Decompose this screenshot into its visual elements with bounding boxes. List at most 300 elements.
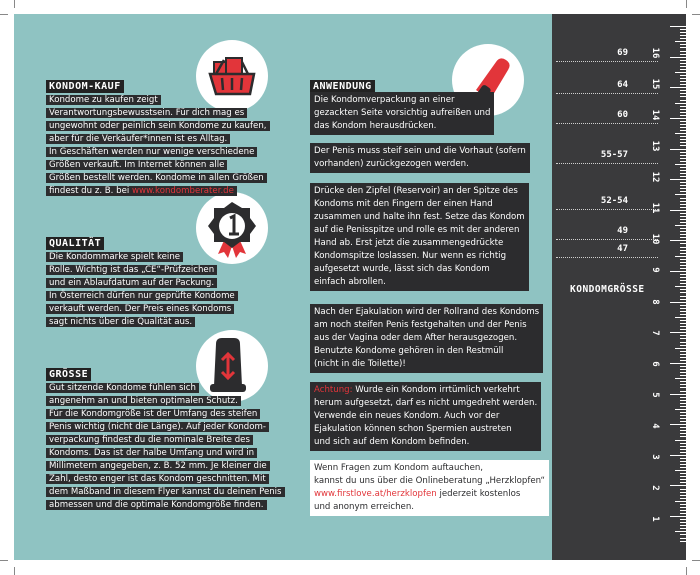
crop-mark xyxy=(0,560,8,561)
groesse-line-text: Für die Kondomgröße ist der Umfang des steifen xyxy=(46,409,260,419)
ruler-tick xyxy=(680,464,686,465)
groesse-line xyxy=(46,447,286,460)
size-label: 49 xyxy=(617,226,628,236)
groesse-line xyxy=(46,408,286,421)
ruler-tick xyxy=(680,262,686,263)
ruler-tick xyxy=(670,271,686,272)
anwendung-step-2 xyxy=(310,143,530,173)
ruler-number: 13 xyxy=(650,140,660,152)
ruler-tick xyxy=(675,409,686,410)
anwendung-step-3 xyxy=(310,183,529,291)
qualitaet-line-text: und ein Ablaufdatum auf der Packung. xyxy=(46,278,217,288)
info-line: kannst du uns über die Onlineberatung „Herzklopfen“ xyxy=(314,476,545,486)
ruler-tick xyxy=(675,164,686,165)
step2-line: Der Penis muss steif sein und die Vorhaut (sofern xyxy=(314,146,526,156)
ruler-tick xyxy=(670,26,686,27)
ruler-tick xyxy=(670,240,686,241)
groesse-line-text: Kondoms. Das ist der halbe Umfang und wird in xyxy=(46,448,257,458)
qualitaet-line xyxy=(46,277,276,290)
groesse-line xyxy=(46,421,286,434)
ruler-number: 8 xyxy=(650,298,660,305)
ruler-tick xyxy=(680,96,686,97)
ruler-tick xyxy=(680,250,686,251)
kauf-line xyxy=(46,185,276,198)
ruler-tick xyxy=(680,415,686,416)
ruler-tick xyxy=(680,338,686,339)
herzklopfen-link[interactable]: www.firstlove.at/herzklopfen xyxy=(314,489,437,499)
ruler-tick xyxy=(680,54,686,55)
ruler-tick xyxy=(680,109,686,110)
ruler-tick xyxy=(680,136,686,137)
crop-mark xyxy=(14,567,15,575)
qualitaet-line-text: In Österreich dürfen nur geprüfte Kondome xyxy=(46,291,238,301)
ruler-tick xyxy=(680,381,686,382)
ruler-tick xyxy=(670,57,686,58)
ruler-tick xyxy=(680,277,686,278)
kauf-line-text: Kondome zu kaufen zeigt xyxy=(46,95,161,105)
ruler-tick xyxy=(675,72,686,73)
ruler-tick xyxy=(680,323,686,324)
groesse-line-text: Penis wichtig (nicht die Länge). Auf jeder Kondom- xyxy=(46,422,269,432)
ruler-tick xyxy=(680,528,686,529)
ruler-tick xyxy=(680,173,686,174)
ruler-tick xyxy=(680,38,686,39)
kauf-text xyxy=(46,94,276,198)
ruler-tick xyxy=(670,516,686,517)
ruler-tick xyxy=(670,455,686,456)
ruler-tick xyxy=(680,406,686,407)
ruler-tick xyxy=(680,265,686,266)
ruler-tick xyxy=(680,421,686,422)
crop-mark xyxy=(692,14,700,15)
groesse-line xyxy=(46,382,286,395)
info-box xyxy=(310,460,549,516)
ruler-tick xyxy=(680,84,686,85)
size-guide-line xyxy=(556,163,658,165)
ruler-tick xyxy=(680,461,686,462)
qualitaet-line-text: Die Kondommarke spielt keine xyxy=(46,252,183,262)
size-label: 52-54 xyxy=(600,196,628,206)
ruler-tick xyxy=(675,348,686,349)
ruler-tick xyxy=(680,449,686,450)
ruler-tick xyxy=(680,198,686,199)
size-guide-line xyxy=(556,257,658,259)
ruler-tick xyxy=(680,452,686,453)
info-line: und anonym erreichen. xyxy=(314,502,415,512)
ruler-tick xyxy=(680,430,686,431)
ruler-tick xyxy=(680,145,686,146)
ruler-tick xyxy=(670,149,686,150)
step3-line: aufgesetzt wurde, lässt sich das Kondom xyxy=(314,264,490,274)
step1-line: Die Kondomverpackung an einer xyxy=(314,95,455,105)
step1-line: gezackten Seite vorsichtig aufreißen und xyxy=(314,108,491,118)
kondomberater-link[interactable]: www.kondomberater.de xyxy=(132,186,234,196)
ruler-number: 1 xyxy=(650,516,660,522)
ruler-tick xyxy=(680,369,686,370)
ruler-number: 5 xyxy=(650,392,660,398)
ruler-tick xyxy=(680,152,686,153)
ruler-tick xyxy=(680,458,686,459)
size-guide-line xyxy=(556,123,658,125)
step4-line: am noch steifen Penis festgehalten und der Penis xyxy=(314,320,527,330)
ruler-number: 10 xyxy=(650,233,660,245)
ruler-tick xyxy=(680,397,686,398)
ruler-tick xyxy=(680,305,686,306)
ruler-tick xyxy=(670,363,686,364)
qualitaet-line-text: sagt nichts über die Qualität aus. xyxy=(46,317,195,327)
qualitaet-line xyxy=(46,290,276,303)
ruler-tick xyxy=(680,207,686,208)
size-label: 64 xyxy=(617,80,628,90)
ruler-tick xyxy=(680,32,686,33)
step3-line: Hand ab. Erst jetzt die zusammengedrückte xyxy=(314,238,504,248)
qualitaet-line-text: Rolle. Wichtig ist das „CE“-Prüfzeichen xyxy=(46,265,217,275)
kauf-line-text: Größen verkauft. Im Internet können alle xyxy=(46,160,227,170)
size-guide-line xyxy=(556,239,658,241)
ruler-tick xyxy=(675,256,686,257)
crop-mark xyxy=(14,0,15,8)
ruler-tick xyxy=(680,342,686,343)
info-line: Wenn Fragen zum Kondom auftauchen, xyxy=(314,463,484,473)
ruler-number: 11 xyxy=(650,202,660,214)
kauf-line-text: ungewohnt oder peinlich sein Kondome zu kaufen, xyxy=(46,121,270,131)
ruler-tick xyxy=(680,400,686,401)
groesse-line-text: verpackung findest du die nominale Breite des xyxy=(46,435,253,445)
ruler-tick xyxy=(680,326,686,327)
ruler-number: 2 xyxy=(650,485,660,491)
step4-line: (nicht in die Toilette)! xyxy=(314,359,406,369)
step1-line: das Kondom herausdrücken. xyxy=(314,121,437,131)
ruler-tick xyxy=(675,531,686,532)
kauf-line xyxy=(46,107,276,120)
ruler-tick xyxy=(680,513,686,514)
ruler-tick xyxy=(680,115,686,116)
ruler-tick xyxy=(670,87,686,88)
groesse-line-text: Gut sitzende Kondome fühlen sich xyxy=(46,383,199,393)
ruler-tick xyxy=(670,332,686,333)
ruler-tick xyxy=(680,191,686,192)
ruler-tick xyxy=(680,188,686,189)
groesse-line xyxy=(46,460,286,473)
ruler-tick xyxy=(675,317,686,318)
info-line-text: jederzeit kostenlos xyxy=(436,489,521,499)
ruler-tick xyxy=(680,201,686,202)
ruler-tick xyxy=(680,158,686,159)
ruler-tick xyxy=(680,504,686,505)
ruler-number: 6 xyxy=(650,360,660,367)
ruler-tick xyxy=(680,427,686,428)
ruler-tick xyxy=(680,204,686,205)
ruler-tick xyxy=(675,470,686,471)
groesse-line-text: angenehm an und bieten optimalen Schutz. xyxy=(46,396,241,406)
ruler-number: 16 xyxy=(650,47,660,59)
ruler-tick xyxy=(680,473,686,474)
ruler-tick xyxy=(680,161,686,162)
ruler-tick xyxy=(680,372,686,373)
ruler-tick xyxy=(680,139,686,140)
info-line xyxy=(314,488,545,501)
ruler-number: 4 xyxy=(650,423,660,429)
ruler-tick xyxy=(675,133,686,134)
warning-label: Achtung: xyxy=(314,385,353,395)
step4-line: Nach der Ejakulation wird der Rollrand des Kondoms xyxy=(314,307,540,317)
kauf-line xyxy=(46,172,276,185)
anwendung-step-1 xyxy=(310,92,494,135)
ruler-tick xyxy=(680,127,686,128)
ruler-tick xyxy=(680,253,686,254)
ruler-tick xyxy=(680,446,686,447)
ruler-number: 14 xyxy=(650,109,660,121)
ruler-tick xyxy=(675,194,686,195)
ruler-tick xyxy=(680,412,686,413)
ruler-tick xyxy=(680,237,686,238)
ruler-tick xyxy=(680,519,686,520)
ruler-tick xyxy=(675,440,686,441)
ruler-tick xyxy=(680,112,686,113)
ruler-tick xyxy=(680,268,686,269)
ruler-tick xyxy=(680,384,686,385)
kauf-line xyxy=(46,146,276,159)
ruler-tick xyxy=(680,387,686,388)
ruler-tick xyxy=(680,314,686,315)
ruler-tick xyxy=(670,424,686,425)
ruler-tick xyxy=(680,247,686,248)
step4-line: aus der Vagina oder dem After herausgezogen. xyxy=(314,333,518,343)
ruler-tick xyxy=(680,47,686,48)
ruler-tick xyxy=(680,51,686,52)
size-guide-line xyxy=(556,209,658,211)
ruler-tick xyxy=(680,142,686,143)
ruler-tick xyxy=(680,345,686,346)
ruler-number: 12 xyxy=(650,171,660,183)
step2-line: vorhanden) zurückgezogen werden. xyxy=(314,159,469,169)
groesse-line-text: Zahl, desto enger ist das Kondom geschnitten. Mit xyxy=(46,474,269,484)
kauf-line xyxy=(46,133,276,146)
ruler-tick xyxy=(670,485,686,486)
ruler-tick xyxy=(675,225,686,226)
ruler-tick xyxy=(675,378,686,379)
ruler-tick xyxy=(680,492,686,493)
ruler-tick xyxy=(680,35,686,36)
ruler-tick xyxy=(680,541,686,542)
size-label: 55-57 xyxy=(600,150,628,160)
ruler-tick xyxy=(680,167,686,168)
ruler-tick xyxy=(680,522,686,523)
ruler-tick xyxy=(680,335,686,336)
ruler-tick xyxy=(680,418,686,419)
ruler-number: 3 xyxy=(650,454,660,460)
ruler-tick xyxy=(680,100,686,101)
warn-line: Verwende ein neues Kondom. Auch vor der xyxy=(314,411,500,421)
ruler-tick xyxy=(680,228,686,229)
ruler-tick xyxy=(680,357,686,358)
groesse-line-text: Millimetern angegeben, z. B. 52 mm. Je kleiner die xyxy=(46,461,270,471)
ruler-tick xyxy=(680,467,686,468)
kauf-line-text: In Geschäften werden nur wenige verschiedene xyxy=(46,147,257,157)
kauf-line-text: Verantwortungsbewusstsein. Für dich mag es xyxy=(46,108,247,118)
kauf-line-text: Größen bestellt werden. Kondome in allen Größen xyxy=(46,173,267,183)
ruler-tick xyxy=(680,222,686,223)
ruler-tick xyxy=(680,274,686,275)
ruler-tick xyxy=(680,476,686,477)
crop-mark xyxy=(686,567,687,575)
step3-line: Drücke den Zipfel (Reservoir) an der Spitze des xyxy=(314,186,518,196)
ruler-tick xyxy=(675,501,686,502)
ruler-tick xyxy=(680,155,686,156)
ruler-tick xyxy=(680,489,686,490)
groesse-line xyxy=(46,499,286,512)
ruler-tick xyxy=(680,366,686,367)
ruler-tick xyxy=(670,179,686,180)
ruler-tick xyxy=(680,176,686,177)
ruler-tick xyxy=(680,213,686,214)
ruler-tick xyxy=(680,130,686,131)
ruler-tick xyxy=(680,351,686,352)
ruler-tick xyxy=(680,170,686,171)
qualitaet-line xyxy=(46,316,276,329)
groesse-line-text: abmessen und die optimale Kondomgröße finden. xyxy=(46,500,267,510)
qualitaet-line-text: verkauft werden. Der Preis eines Kondoms xyxy=(46,304,234,314)
ruler-tick xyxy=(680,78,686,79)
warn-line xyxy=(314,384,537,397)
ruler-number: 7 xyxy=(650,329,660,336)
ruler-tick xyxy=(680,121,686,122)
step3-line: Kondomspitze loslassen. Nur wenn es richtig xyxy=(314,251,507,261)
ruler-tick xyxy=(680,182,686,183)
ruler-tick xyxy=(680,436,686,437)
ruler-tick xyxy=(680,185,686,186)
ruler-tick xyxy=(680,283,686,284)
ruler-tick xyxy=(680,243,686,244)
groesse-line-text: dem Maßband in diesem Flyer kannst du deinen Penis xyxy=(46,487,285,497)
size-guide-line xyxy=(556,93,658,95)
ruler-tick xyxy=(680,296,686,297)
ruler-tick xyxy=(680,510,686,511)
ruler-tick xyxy=(675,41,686,42)
ruler-tick xyxy=(680,329,686,330)
ruler-tick xyxy=(680,259,686,260)
ruler-tick xyxy=(670,302,686,303)
ruler-tick xyxy=(680,479,686,480)
step3-line: einfach abrollen. xyxy=(314,277,386,287)
ruler-tick xyxy=(680,106,686,107)
warn-line: Ejakulation können schon Spermien austreten xyxy=(314,424,512,434)
ruler-tick xyxy=(670,118,686,119)
ruler-tick xyxy=(680,308,686,309)
ruler-tick xyxy=(680,320,686,321)
kauf-line-text: findest du z. B. bei www.kondomberater.de xyxy=(46,186,237,196)
qualitaet-line xyxy=(46,303,276,316)
step3-line: zusammen und halte ihn fest. Setze das Kondom xyxy=(314,212,525,222)
ruler-tick xyxy=(680,391,686,392)
ruler-tick xyxy=(680,299,686,300)
ruler-tick xyxy=(680,534,686,535)
ruler-tick xyxy=(680,289,686,290)
warning-box xyxy=(310,382,541,451)
groesse-heading: GRÖSSE xyxy=(46,368,91,381)
qualitaet-line xyxy=(46,264,276,277)
ruler-tick xyxy=(680,124,686,125)
ruler-tick xyxy=(675,286,686,287)
ruler-tick xyxy=(680,219,686,220)
ruler-tick xyxy=(680,525,686,526)
warn-line-text: Wurde ein Kondom irrtümlich verkehrt xyxy=(352,385,520,395)
anwendung-step-4 xyxy=(310,304,543,373)
ruler-tick xyxy=(680,311,686,312)
step4-line: Benutzte Kondome gehören in den Restmüll xyxy=(314,346,504,356)
ruler-tick xyxy=(680,292,686,293)
ruler-tick xyxy=(670,210,686,211)
ruler-tick xyxy=(680,66,686,67)
ruler-tick xyxy=(680,354,686,355)
ruler-tick xyxy=(680,538,686,539)
warn-line: und sich auf dem Kondom befinden. xyxy=(314,437,470,447)
ruler-number: 15 xyxy=(650,78,660,90)
ruler-tick xyxy=(670,394,686,395)
ruler-tick xyxy=(680,360,686,361)
groesse-line xyxy=(46,473,286,486)
qualitaet-text xyxy=(46,251,276,329)
crop-mark xyxy=(686,0,687,8)
qualitaet-heading: QUALITÄT xyxy=(46,237,104,250)
ruler-tick xyxy=(680,482,686,483)
groesse-line xyxy=(46,395,286,408)
ruler-tick xyxy=(680,443,686,444)
size-label: 47 xyxy=(617,244,628,254)
kauf-line xyxy=(46,159,276,172)
ruler-tick xyxy=(680,60,686,61)
size-label: 60 xyxy=(617,110,628,120)
ruler-tick xyxy=(680,375,686,376)
kauf-heading: KONDOM-KAUF xyxy=(46,80,124,93)
crop-mark xyxy=(0,14,8,15)
ruler-tick xyxy=(680,234,686,235)
step3-line: auf die Penisspitze und rolle es mit der anderen xyxy=(314,225,520,235)
groesse-text xyxy=(46,382,286,512)
groesse-line xyxy=(46,434,286,447)
groesse-line xyxy=(46,486,286,499)
ruler-tick xyxy=(680,280,686,281)
kauf-line xyxy=(46,94,276,107)
ruler-tick xyxy=(675,103,686,104)
ruler-tick xyxy=(680,403,686,404)
qualitaet-line xyxy=(46,251,276,264)
size-guide-line xyxy=(556,61,658,63)
kauf-line xyxy=(46,120,276,133)
ruler-number: 9 xyxy=(650,267,660,274)
ruler-tick xyxy=(680,63,686,64)
anwendung-heading: ANWENDUNG xyxy=(310,80,375,93)
ruler-tick xyxy=(680,81,686,82)
crop-mark xyxy=(692,560,700,561)
size-label: 69 xyxy=(617,48,628,58)
ruler-tick xyxy=(680,75,686,76)
ruler-title: KONDOMGRÖSSE xyxy=(570,284,645,295)
kauf-line-text: aber für die Verkäufer*innen ist es Alltag. xyxy=(46,134,230,144)
ruler-tick xyxy=(680,90,686,91)
ruler-tick xyxy=(680,231,686,232)
warn-line: herum aufgesetzt, darf es nicht umgedreht werden. xyxy=(314,398,538,408)
ruler-tick xyxy=(680,433,686,434)
ruler-tick xyxy=(680,507,686,508)
ruler-tick xyxy=(680,69,686,70)
step3-line: Kondoms mit den Fingern der einen Hand xyxy=(314,199,493,209)
ruler-tick xyxy=(680,93,686,94)
ruler-tick xyxy=(680,498,686,499)
ruler-tick xyxy=(680,495,686,496)
ruler-tick xyxy=(680,44,686,45)
ruler-tick xyxy=(680,216,686,217)
